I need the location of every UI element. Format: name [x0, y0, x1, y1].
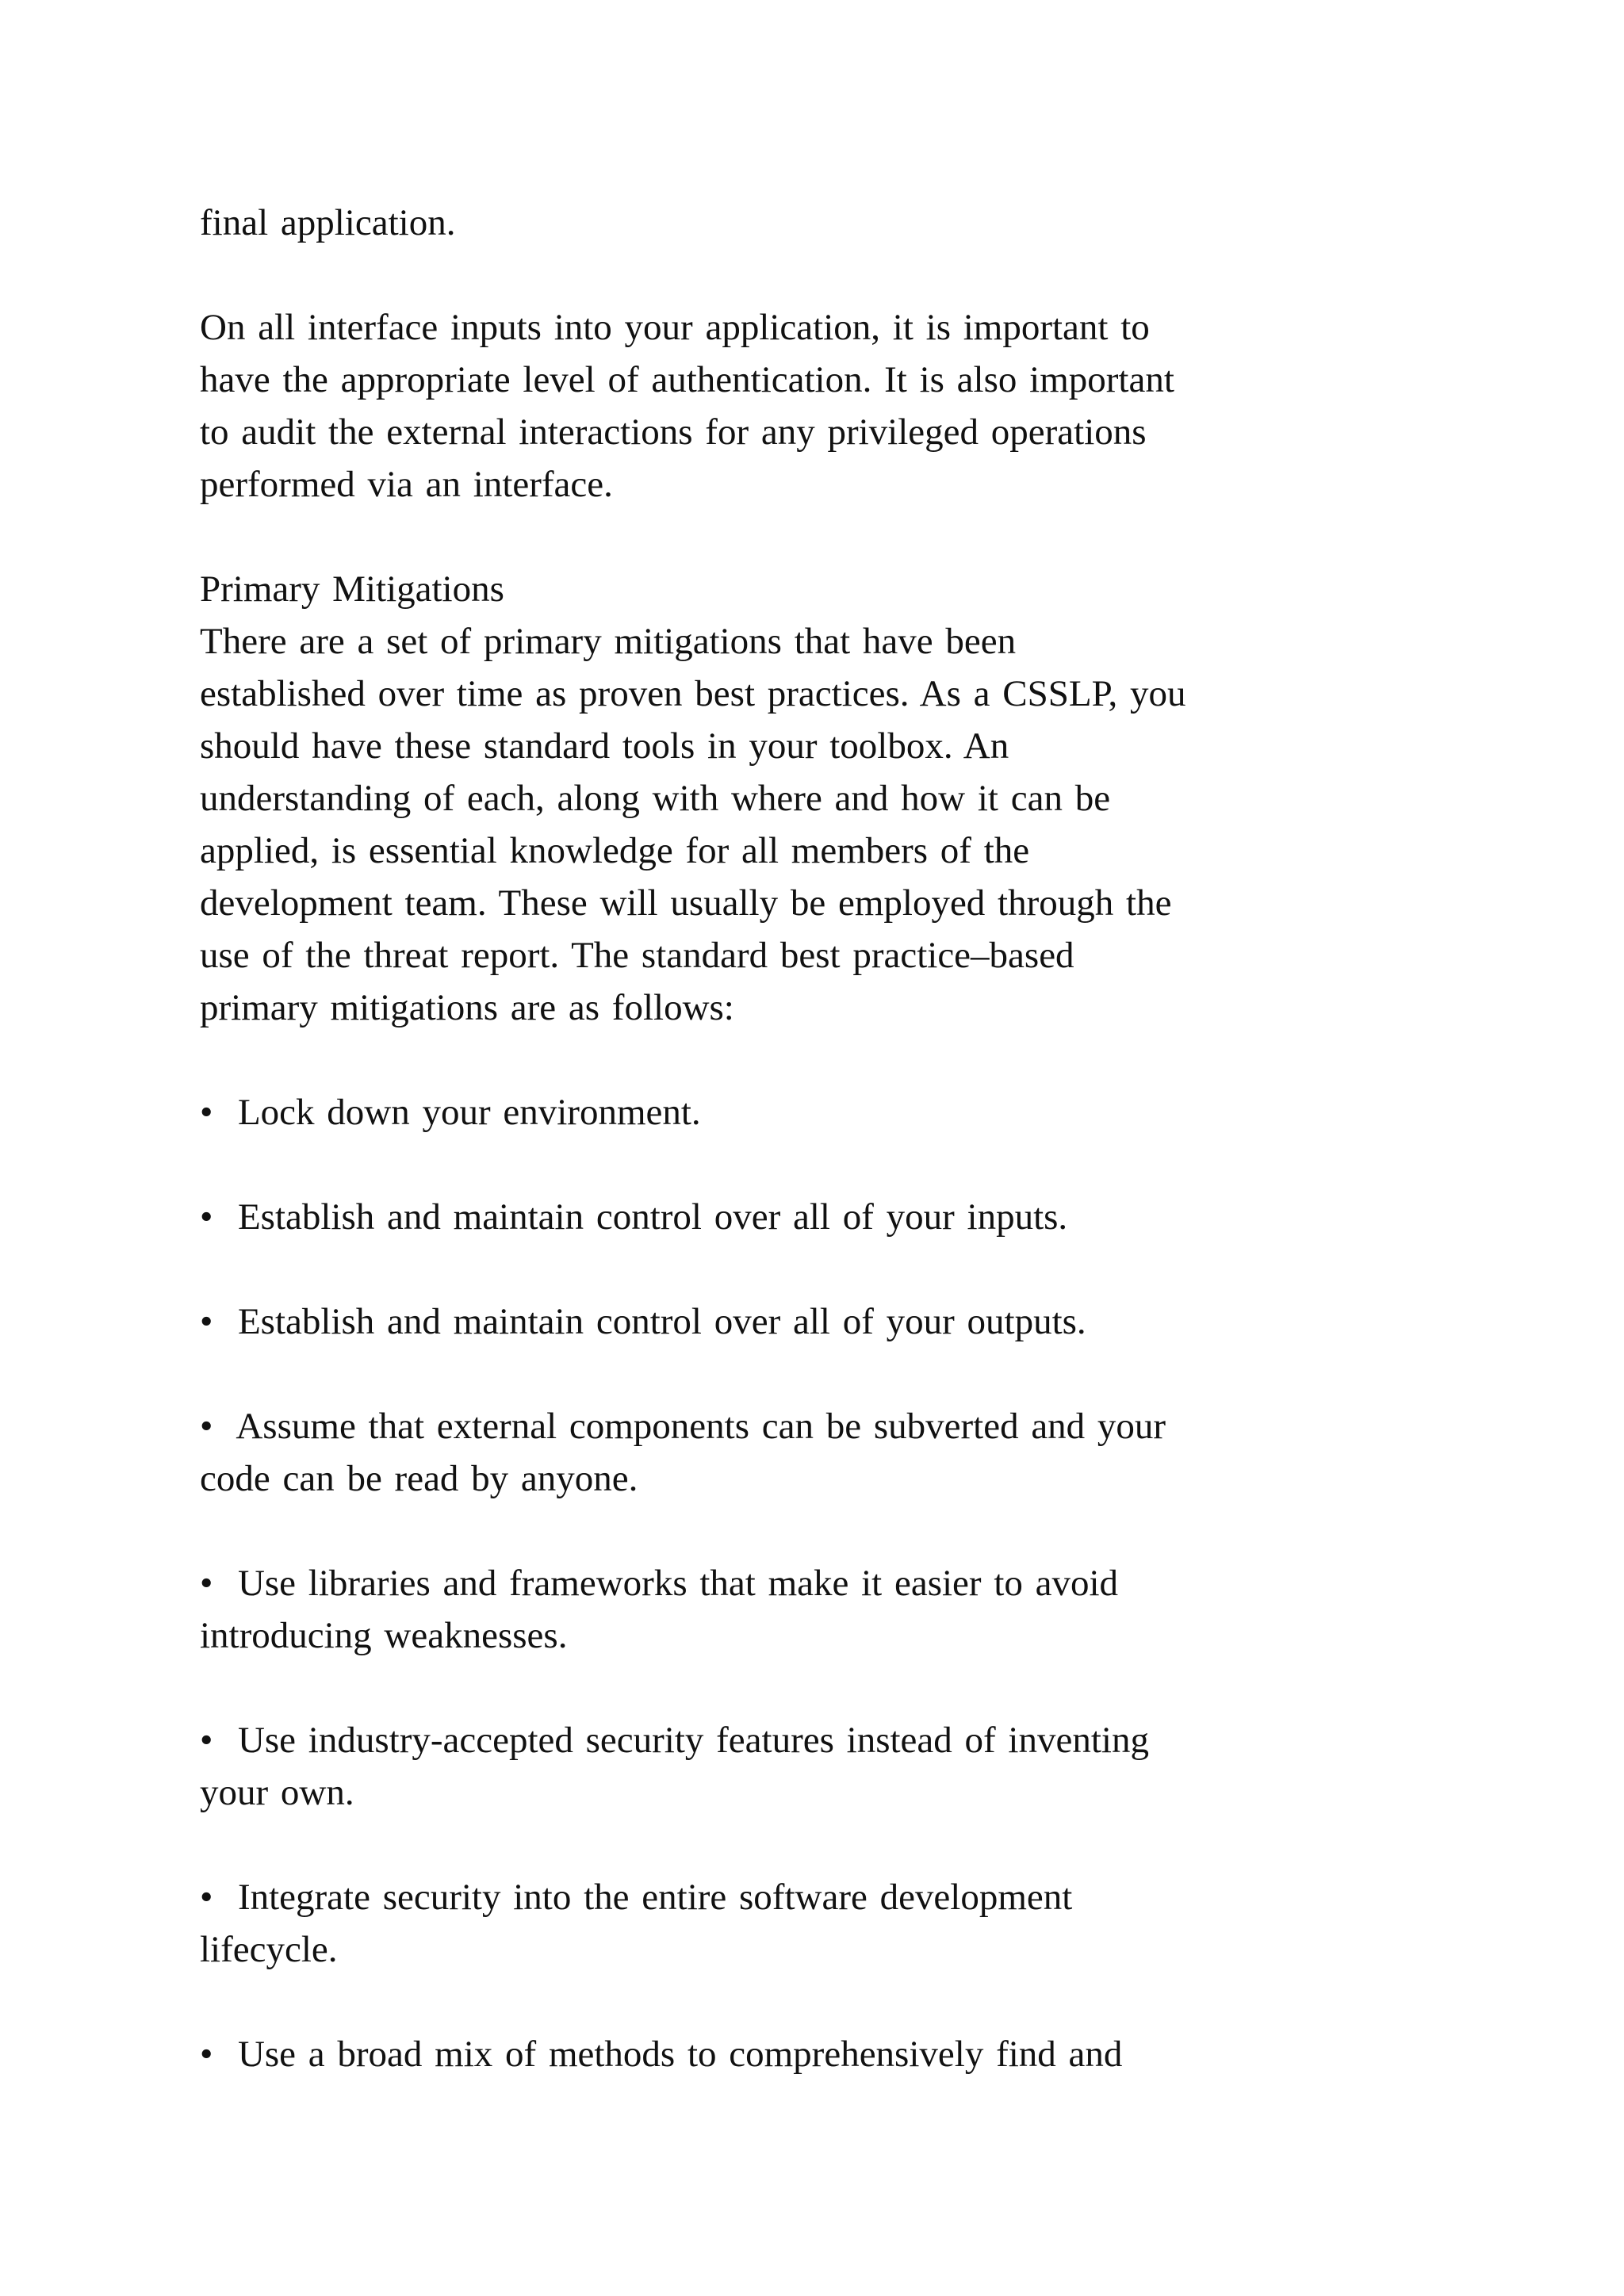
bullet-item-continuation: introducing weaknesses. — [200, 1615, 568, 1656]
bullet-item: • Establish and maintain control over all of your inputs. — [200, 1196, 1068, 1238]
bullet-item: • Use a broad mix of methods to comprehensively find and — [200, 2034, 1123, 2075]
continuation-line: final application. — [200, 202, 456, 243]
bullet-item: • Use industry-accepted security features instead of inventing — [200, 1720, 1149, 1761]
bullet-item-continuation: lifecycle. — [200, 1929, 338, 1970]
paragraph-line: established over time as proven best practices. As a CSSLP, you — [200, 673, 1186, 714]
bullet-item: • Lock down your environment. — [200, 1092, 701, 1133]
paragraph-line: understanding of each, along with where and how it can be — [200, 778, 1111, 819]
paragraph-line: to audit the external interactions for any privileged operations — [200, 411, 1147, 453]
bullet-item: • Establish and maintain control over all of your outputs. — [200, 1301, 1086, 1342]
paragraph-line: primary mitigations are as follows: — [200, 987, 734, 1028]
paragraph-line: applied, is essential knowledge for all members of the — [200, 830, 1030, 871]
paragraph-line: use of the threat report. The standard best practice–based — [200, 935, 1074, 976]
paragraph-line: performed via an interface. — [200, 464, 613, 505]
bullet-item-continuation: your own. — [200, 1772, 354, 1813]
bullet-item-continuation: code can be read by anyone. — [200, 1458, 638, 1499]
paragraph-line: There are a set of primary mitigations that have been — [200, 621, 1017, 662]
paragraph-line: On all interface inputs into your application, it is important to — [200, 307, 1150, 348]
paragraph-line: have the appropriate level of authentication. It is also important — [200, 359, 1174, 400]
paragraph-line: should have these standard tools in your toolbox. An — [200, 725, 1009, 767]
bullet-item: • Use libraries and frameworks that make it easier to avoid — [200, 1563, 1119, 1604]
paragraph-line: development team. These will usually be employed through the — [200, 882, 1172, 924]
bullet-item: • Assume that external components can be subverted and your — [200, 1406, 1166, 1447]
section-heading: Primary Mitigations — [200, 568, 504, 610]
bullet-item: • Integrate security into the entire software development — [200, 1877, 1073, 1918]
